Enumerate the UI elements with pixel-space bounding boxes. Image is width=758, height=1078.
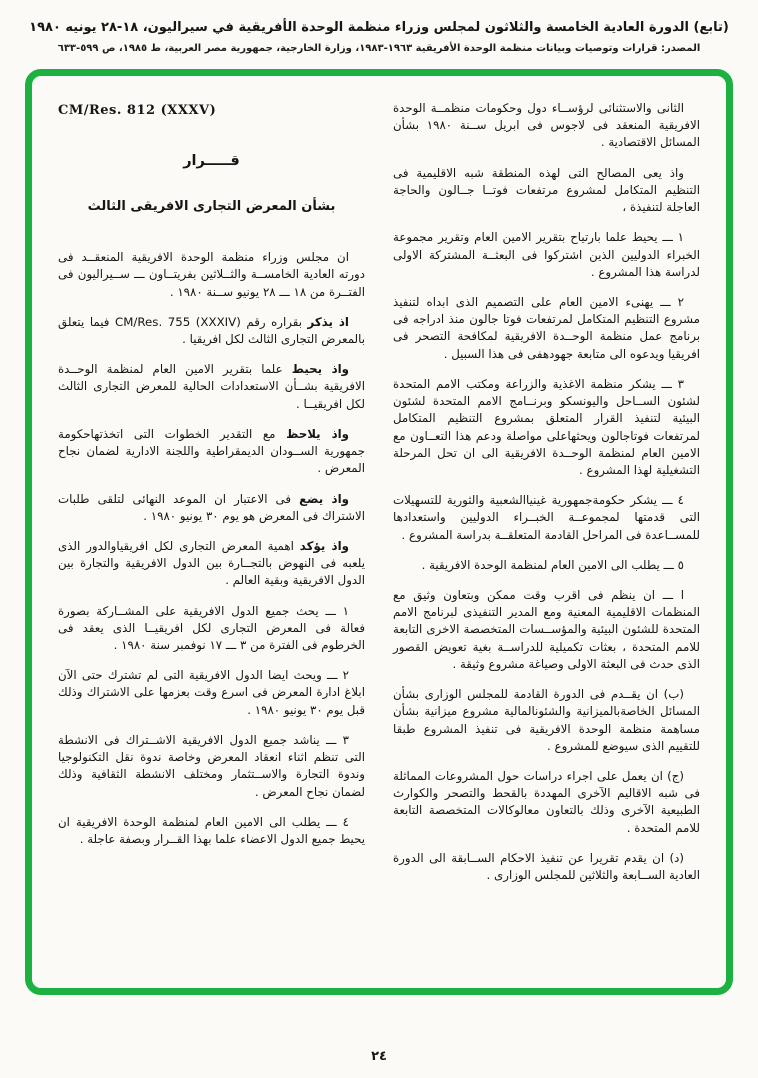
paragraph-lead: واذ يحيط (291, 362, 349, 377)
page-number: ٢٤ (371, 1049, 387, 1064)
paragraph (393, 587, 700, 673)
paragraph-text: ٥ ـــ يطلب الى الامين العام لمنظمة الوحدة الافريقية . (421, 557, 684, 572)
paragraph (58, 814, 365, 848)
paragraph-text: (ج) ان يعمل على اجراء دراسات حول المشروعات المماثلة فى شبه الاقاليم الآخرى المهددة بالقحط والتصحر والكوارث الطبيعية الآخرى وذلك بالتعاون معالوكالات المتخصصة التابعة للامم المتحدة . (393, 769, 700, 835)
paragraph-text: ٤ ـــ يشكر حكومةجمهورية غينياالشعبية والثورية للتسهيلات التى قدمتها لمجموعــة الخبــراء الدوليين واستعدادها للمســاعدة فى المراحل القادمة المتعلقــة بدراسة المشروع . (393, 493, 700, 542)
paragraph-text: علما بتقرير الامين العام لمنظمة الوحــدة الافريقية بشــأن الاستعدادات الحالية للمعرض التجارى الثالث لكل افريقيــا . (58, 362, 365, 411)
paragraph-text: ١ ـــ يحث جميع الدول الافريقية على المشــاركة بصورة فعالة فى المعرض التجارى لكل افريقيــا الذى يعقد فى الخرطوم فى الفترة من ٣ ـــ ١٧ نوفمبر سنة ١٩٨٠ . (58, 603, 365, 653)
paragraph (393, 686, 700, 755)
paragraph-text: الثانى والاستثنائى لرؤســاء دول وحكومات منظمــة الوحدة الافريقية المنعقد فى لاجوس فى ابريل ســنة ١٩٨٠ بشأن المسائل الاقتصادية . (393, 101, 700, 150)
paragraph (393, 492, 700, 544)
paragraph-text: بقراره رقم CM/Res. 755 (XXXIV) فيما يتعلق بالمعرض التجارى الثالث لكل افريقيا . (58, 314, 365, 346)
paragraph-text: واذ يعى المصالح التى لهذه المنطقة شبه الاقليمية فى التنظيم المتكامل لمشروع مرتفعات فوتــا جــالون والحاجة العاجلة لتنفيذة ، (393, 165, 700, 215)
paragraph (393, 100, 700, 152)
paragraph-text: ٢ ـــ ويحث ايضا الدول الافريقية التى لم تشترك حتى الآن ابلاغ ادارة المعرض فى اسرع وقت بعزمها على الاشتراك وذلك قبل يوم ٣٠ يونيو ١٩٨٠ . (58, 668, 365, 717)
paragraph-text: (د) ان يقدم تقريرا عن تنفيذ الاحكام الســابقة الى الدورة العادية الســابعة والثلاثين للمجلس الوزارى . (393, 850, 700, 883)
paragraph (58, 603, 365, 655)
paragraph-text: ٣ ـــ يناشد جميع الدول الافريقية الاشــتراك فى الانشطة التى تنظم اثناء انعقاد المعرض وخاصة ندوة نقل التكنولوجيا وندوة التجارة والاســتثمار ومختلف الانشطة الثقافية وذلك لضمان نجاح المعرض . (58, 732, 365, 799)
header-source: المصدر: قرارات وتوصيات وبيانات منظمة الوحدة الأفريقية ١٩٦٣-١٩٨٣، وزارة الخارجية، جمهورية مصر العربية، ط ١٩٨٥، ص ٥٩٩-٦٣٣ (57, 43, 701, 54)
paragraph (393, 850, 700, 884)
paragraph (58, 491, 365, 525)
paragraph-text: ٤ ـــ يطلب الى الامين العام لمنظمة الوحدة الافريقية ان يحيط جميع الدول الاعضاء علما بهذا القــرار وبصفة عاجلة . (58, 814, 365, 846)
left-paragraphs (58, 249, 365, 848)
paragraph (58, 361, 365, 413)
page-header (0, 0, 758, 54)
paragraph (393, 376, 700, 479)
resolution-title: قـــــرار (183, 152, 240, 169)
header-title: (تابع) الدورة العادية الخامسة والثلاثون لمجلس وزراء منظمة الوحدة الأفريقية في سيراليون، ١٨-٢٨ يونيه ١٩٨٠ (29, 20, 729, 35)
paragraph-text: اهمية المعرض التجارى لكل افريقياوالدور الذى يلعبه فى النهوض بالتجــارة بين الدول الافريقية والتجارة بين الدول الافريقية وبقية العالم . (58, 538, 365, 588)
paragraph (393, 557, 700, 574)
paragraph (393, 229, 700, 281)
paragraph-lead: واذ يؤكد (299, 538, 349, 553)
paragraph-lead: واذ يلاحظ (286, 426, 349, 441)
paragraph (393, 768, 700, 837)
paragraph-text: ٢ ـــ يهنىء الامين العام على التصميم الذى ابداه لتنفيذ مشروع التنظيم المتكامل لمرتفعات فوتا جالون منذ ادراجه فى برنامج عمل منظمة الوحــدة الافريقية لمكافحة التصحر فى افريقيا ويدعوه الى متابعة جهودهفى فى هذا السبيل . (393, 294, 700, 361)
paragraph-text: (ب) ان يقــدم فى الدورة القادمة للمجلس الوزارى بشأن المسائل الخاصةبالميزانية والشئونالمالية مشروع ميزانية بشأن مساهمة منظمة الوحدة الافريقية فى تنفيذ المشروع طبقا للتقييم الذى سيوضع للمشروع . (393, 687, 700, 753)
two-column-layout (58, 100, 700, 980)
paragraph-text: ٣ ـــ يشكر منظمة الاغذية والزراعة ومكتب الامم المتحدة لشئون الســاحل واليونسكو وبرنــامج الامم المتحدة لشئون البيئية لتنفيذ القرار المتعلق بمشروع التنظيم المتكامل لمرتفعات فوتاجالون ويحثهاعلى مواصلة ودعم هذا التعــاون مع الامين العام لمنظمة الوحــدة الافريقية الى ان تحل المرحلة التشغيلية لهذا المشروع . (393, 376, 700, 477)
resolution-reference: CM/Res. 812 (XXXV) (58, 103, 217, 118)
paragraph (58, 249, 365, 301)
paragraph-text: ١ ـــ يحيط علما بارتياح بتقرير الامين العام وتقرير مجموعة الخبراء الدوليين الذين اشتركوا فى البعثــة المشتركة الاولى لدراسة هذا المشروع . (393, 230, 700, 279)
paragraph (393, 294, 700, 363)
paragraph (58, 426, 365, 478)
paragraph-text: مع التقدير الخطوات التى اتخذتهاحكومة جمهورية الســودان الديمقراطية واللجنة الادارية لضمان نجاح المعرض . (58, 426, 365, 476)
paragraph-text: ان مجلس وزراء منظمة الوحدة الافريقية المنعقــد فى دورته العادية الخامســة والثــلاثين بفريتــاون ـــ ســيراليون فى الفتــرة من ١٨ ـــ ٢٨ يونيو ســنة ١٩٨٠ . (58, 250, 365, 299)
paragraph-lead: واذ يضع (299, 491, 349, 506)
paragraph-text: ا ـــ ان ينظم فى اقرب وقت ممكن وبتعاون وثيق مع المنظمات الاقليمية المعنية ومع المدير التنفيذى لبرنامج الامم المتحدة للشئون البيئية والمؤســسات المتخصصة الاخرى التابعة للامم المتحدة ، بعثات تكميلية للدراســة بغية تعويض القصور الذى حدث فى البعثة الاولى وصياغة مشروع وثيقة . (393, 588, 700, 671)
column-right (393, 100, 700, 980)
paragraph (58, 732, 365, 801)
paragraph (58, 667, 365, 719)
column-left (58, 100, 365, 980)
paragraph (58, 314, 365, 348)
paragraph-text: فى الاعتبار ان الموعد النهائى لتلقى طلبات الاشتراك فى المعرض هو يوم ٣٠ يونيو ١٩٨٠ . (58, 491, 365, 523)
paragraph (58, 538, 365, 590)
paragraph (393, 165, 700, 217)
resolution-subtitle: بشأن المعرض التجارى الافريقى الثالث (87, 199, 336, 215)
paragraph-lead: اذ يذكر (307, 314, 349, 329)
content-frame (25, 69, 733, 995)
